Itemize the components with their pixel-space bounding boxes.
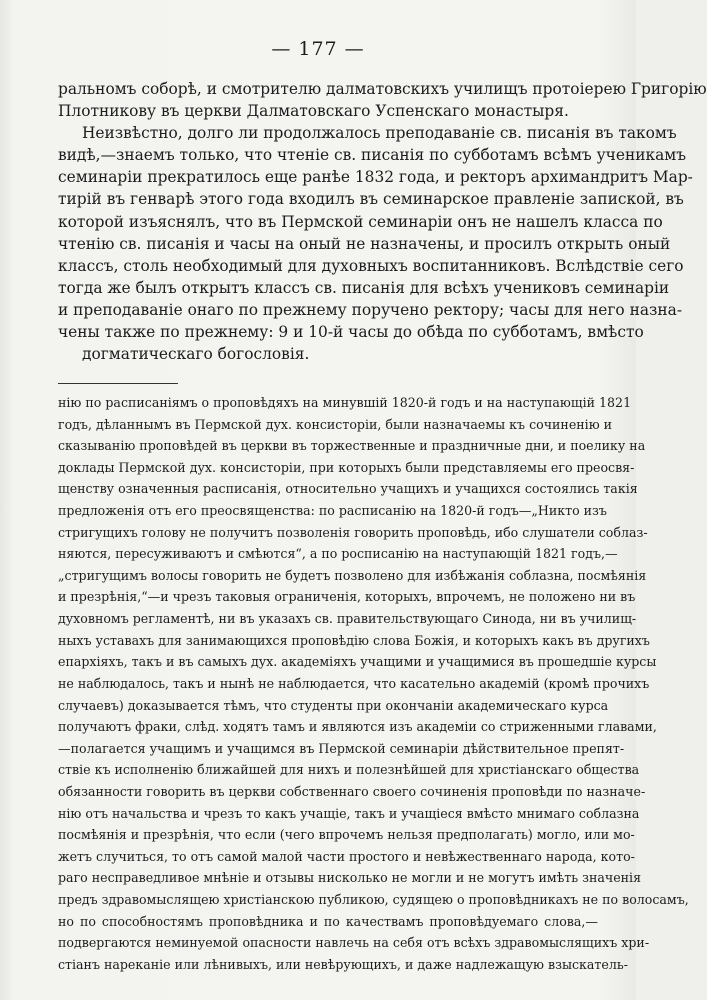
main-line: догматическаго богословія. (82, 345, 310, 364)
footnote-line: духовномъ регламентѣ, ни въ указахъ св. правительствующаго Синода, ни въ училищ- (58, 611, 637, 627)
footnote-divider (58, 383, 178, 384)
main-line: классъ, столь необходимый для духовныхъ воспитанниковъ. Вслѣдствіе сего (58, 256, 684, 275)
footnote-line: сказыванію проповѣдей въ церкви въ торжественные и праздничные дни, и поелику на (58, 438, 646, 454)
footnote-line: ствіе къ исполненію ближайшей для нихъ и полезнѣйшей для христіанскаго общества (58, 762, 640, 778)
main-line: видѣ,—знаемъ только, что чтеніе св. писанія по субботамъ всѣмъ ученикамъ (58, 146, 687, 165)
footnote-line: не наблюдалось, такъ и нынѣ не наблюдается, что касательно академій (кромѣ прочихъ (58, 675, 650, 691)
footnote-line: ныхъ уставахъ для занимающихся проповѣдію слова Божія, и которыхъ какъ въ другихъ (58, 632, 650, 648)
footnote-line: предъ здравомыслящею христіанскою публикою, судящею о проповѣдникахъ не по волосамъ, (58, 892, 689, 908)
footnote-line: „стригущимъ волосы говорить не будетъ позволено для избѣжанія соблазна, посмѣянія (58, 567, 647, 583)
footnote-line: годъ, дѣланнымъ въ Пермской дух. консисторіи, были назначаемы къ сочиненію и (58, 416, 613, 432)
footnote-line: щенству означенныя расписанія, относительно учащихъ и учащихся состоялись такія (58, 481, 638, 497)
footnote-line: и презрѣнія,“—и чрезъ таковыя ограниченія, которыхъ, впрочемъ, не положено ни въ (58, 589, 636, 605)
footnote-line: случаевъ) доказывается тѣмъ, что студенты при окончаніи академическаго курса (58, 697, 609, 713)
footnote-line: раго несправедливое мнѣніе и отзывы нисколько не могли и не могутъ имѣть значенія (58, 870, 642, 886)
footnote-line: предложенія отъ его преосвященства: по расписанію на 1820-й годъ—„Никто изъ (58, 503, 607, 519)
main-line: тирій въ генварѣ этого года входилъ въ семинарское правленіе запиской, въ (58, 190, 684, 209)
main-line: чены также по прежнему: 9 и 10-й часы до обѣда по субботамъ, вмѣсто (58, 323, 644, 342)
footnote-line: —полагается учащимъ и учащимся въ Пермской семинаріи дѣйствительное препят- (58, 740, 625, 756)
footnote-line: стригущихъ голову не получитъ позволенія говорить проповѣдь, ибо слушатели соблаз- (58, 524, 648, 540)
main-line: Неизвѣстно, долго ли продолжалось преподаваніе св. писанія въ такомъ (82, 124, 677, 143)
footnote-line: стіанъ нареканіе или лѣнивыхъ, или невѣрующихъ, и даже надлежащую взыскатель- (58, 956, 628, 972)
footnote-line: жетъ случиться, то отъ самой малой части простого и невѣжественнаго народа, кото- (58, 848, 635, 864)
main-line: чтенію св. писанія и часы на оный не назначены, и просилъ открыть оный (58, 234, 671, 253)
main-line: тогда же былъ открытъ классъ св. писанія для всѣхъ учениковъ семинаріи (58, 278, 670, 297)
main-line: ральномъ соборѣ, и смотрителю далматовскихъ училищъ протоіерею Григорію (58, 80, 707, 98)
footnote-line: обязанности говорить въ церкви собственнаго своего сочиненія проповѣди по назначе- (58, 783, 646, 799)
footnote-line: епархіяхъ, такъ и въ самыхъ дух. академіяхъ учащими и учащимися въ прошедшіе курсы (58, 654, 657, 670)
footnote-text (58, 392, 689, 975)
footnote-line: но по способностямъ проповѣдника и по качествамъ проповѣдуемаго слова,— (58, 913, 598, 929)
footnote-line: получаютъ фраки, слѣд. ходятъ тамъ и являются изъ академіи со стриженными главами, (58, 719, 657, 735)
footnote-line: нію отъ начальства и чрезъ то какъ учащіе, такъ и учащіеся вмѣсто мнимаго соблазна (58, 805, 640, 821)
footnote-line: подвергаются неминуемой опасности навлечь на себя отъ всѣхъ здравомыслящихъ хри- (58, 935, 650, 951)
page-number: — 177 — (271, 38, 365, 60)
main-line: которой изъяснялъ, что въ Пермской семинаріи онъ не нашелъ класса по (58, 212, 663, 231)
main-line: Плотникову въ церкви Далматовскаго Успенскаго монастыря. (58, 102, 569, 121)
footnote-line: доклады Пермской дух. консисторіи, при которыхъ были представляемы его преосвя- (58, 459, 635, 475)
main-line: и преподаваніе онаго по прежнему поручено ректору; часы для него назна- (58, 300, 683, 319)
main-line: семинаріи прекратилось еще ранѣе 1832 года, и ректоръ архимандритъ Мар- (58, 168, 693, 187)
main-text (58, 78, 707, 365)
footnote-line: нію по расписаніямъ о проповѣдяхъ на минувшій 1820-й годъ и на наступающій 1821 (58, 395, 632, 410)
footnote-line: няются, пересуживаютъ и смѣются“, а по росписанію на наступающій 1821 годъ,— (58, 546, 618, 562)
footnote-line: посмѣянія и презрѣнія, что если (чего впрочемъ нельзя предполагать) могло, или мо- (58, 827, 635, 843)
